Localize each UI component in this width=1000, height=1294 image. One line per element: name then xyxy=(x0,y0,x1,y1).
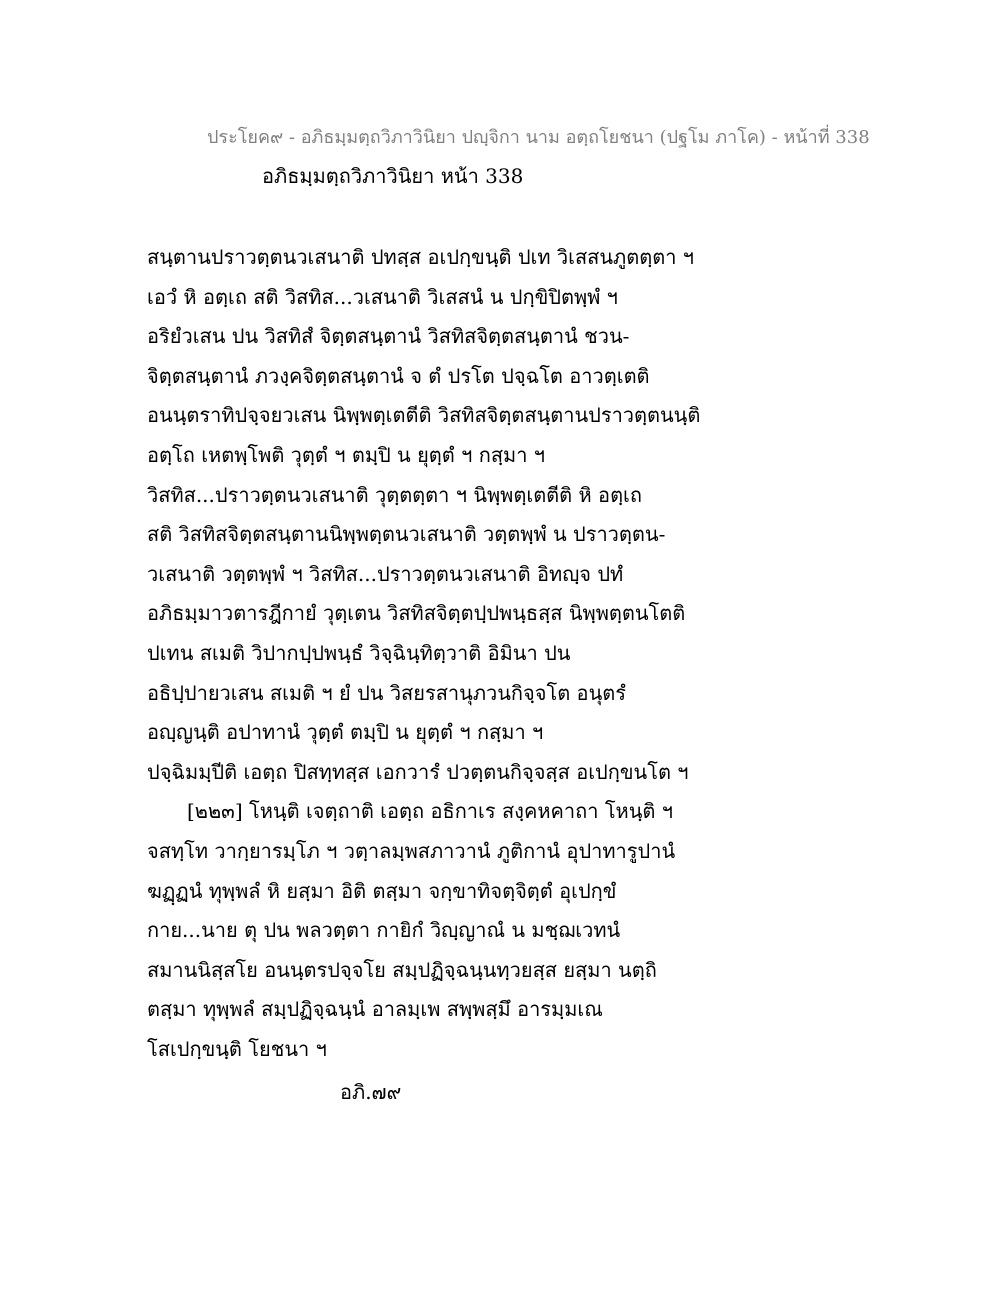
text-line: โสเปกฺขนฺติ โยชนา ฯ xyxy=(147,1036,327,1061)
text-line: อตฺโถ เหตพฺโพติ วุตฺตํ ฯ ตมฺปิ น ยุตฺตํ ฯ กสฺมา ฯ xyxy=(147,442,546,467)
text-line: อภิธมฺมาวตารฎีกายํ วุตฺเตน วิสทิสจิตฺตปฺปพนฺธสฺส นิพฺพตฺตนโตติ xyxy=(147,601,686,626)
body-text xyxy=(147,238,707,1069)
footnote-reference: อภิ.๗๙ xyxy=(340,1080,402,1104)
text-line: วเสนาติ วตฺตพฺพํ ฯ วิสทิส...ปราวตฺตนวเสนาติ อิทญฺจ ปทํ xyxy=(147,561,624,586)
text-line: อนนฺตราทิปจฺจยวเสน นิพฺพตฺเตตีติ วิสทิสจิตฺตสนฺตานปราวตฺตนนฺติ xyxy=(147,403,701,428)
page-title: อภิธมฺมตฺถวิภาวินิยา หน้า 338 xyxy=(262,164,524,188)
text-line: สติ วิสทิสจิตฺตสนฺตานนิพฺพตฺตนวเสนาติ วตฺตพฺพํ น ปราวตฺตน- xyxy=(147,522,666,547)
text-line: ปจฺฉิมมฺปีติ เอตฺถ ปิสทฺทสฺส เอกวารํ ปวตฺตนกิจฺจสฺส อเปกฺขนโต ฯ xyxy=(147,759,689,784)
text-line: ตสฺมา ทุพฺพลํ สมฺปฏิจฺฉนฺนํ อาลมฺเพ สพฺพสฺมึ อารมฺมเณ xyxy=(147,997,603,1022)
text-line: อธิปฺปายวเสน สเมติ ฯ ยํ ปน วิสยรสานุภวนกิจฺจโต อนุตรํ xyxy=(147,680,626,705)
text-line: อริยํวเสน ปน วิสทิสํ จิตฺตสนฺตานํ วิสทิสจิตฺตสนฺตานํ ชวน- xyxy=(147,324,630,349)
text-line: อญฺญนฺติ อปาทานํ วุตฺตํ ตมฺปิ น ยุตฺตํ ฯ กสฺมา ฯ xyxy=(147,720,544,745)
running-header: ประโยค๙ - อภิธมฺมตฺถวิภาวินิยา ปญฺจิกา นาม อตฺถโยชนา (ปฐโม ภาโค) - หน้าที่ 338 xyxy=(207,127,870,148)
text-line: วิสทิส...ปราวตฺตนวเสนาติ วุตฺตตฺตา ฯ นิพฺพตฺเตตีติ หิ อตฺเถ xyxy=(147,482,642,507)
text-line: กาย...นาย ตุ ปน พลวตฺตา กายิกํ วิญฺญาณํ น มชฺฌเวทนํ xyxy=(147,918,621,943)
text-line: ฆฏฺฏนํ ทุพฺพลํ หิ ยสฺมา อิติ ตสฺมา จกฺขาทิจตฺจิตฺตํ อุเปกฺขํ xyxy=(147,878,617,903)
text-line: สนฺตานปราวตฺตนวเสนาติ ปทสฺส อเปกฺขนฺติ ปเท วิเสสนภูตตฺตา ฯ xyxy=(147,245,695,269)
paragraph-start-line: [๒๒๓] โหนฺติ เจตฺถาติ เอตฺถ อธิกาเร สงฺคหคาถา โหนฺติ ฯ xyxy=(187,799,673,824)
text-line: จิตฺตสนฺตานํ ภวงฺคจิตฺตสนฺตานํ จ ตํ ปรโต ปจฺฉโต อาวตฺเตติ xyxy=(147,363,650,388)
text-line: จสทฺโท วากฺยารมฺโภ ฯ วตฺาลมฺพสภาวานํ ภูติกานํ อุปาทารูปานํ xyxy=(147,838,676,863)
text-line: ปเทน สเมติ วิปากปฺปพนฺธํ วิจฺฉินฺทิตฺวาติ อิมินา ปน xyxy=(147,640,571,665)
text-line: สมานนิสฺสโย อนนฺตรปจฺจโย สมฺปฏิจฺฉนฺนทฺวยสฺส ยสฺมา นตฺถิ xyxy=(147,957,657,982)
text-line: เอวํ หิ อตฺเถ สติ วิสทิส...วเสนาติ วิเสสนํ น ปกฺขิปิตพฺพํ ฯ xyxy=(147,284,618,309)
